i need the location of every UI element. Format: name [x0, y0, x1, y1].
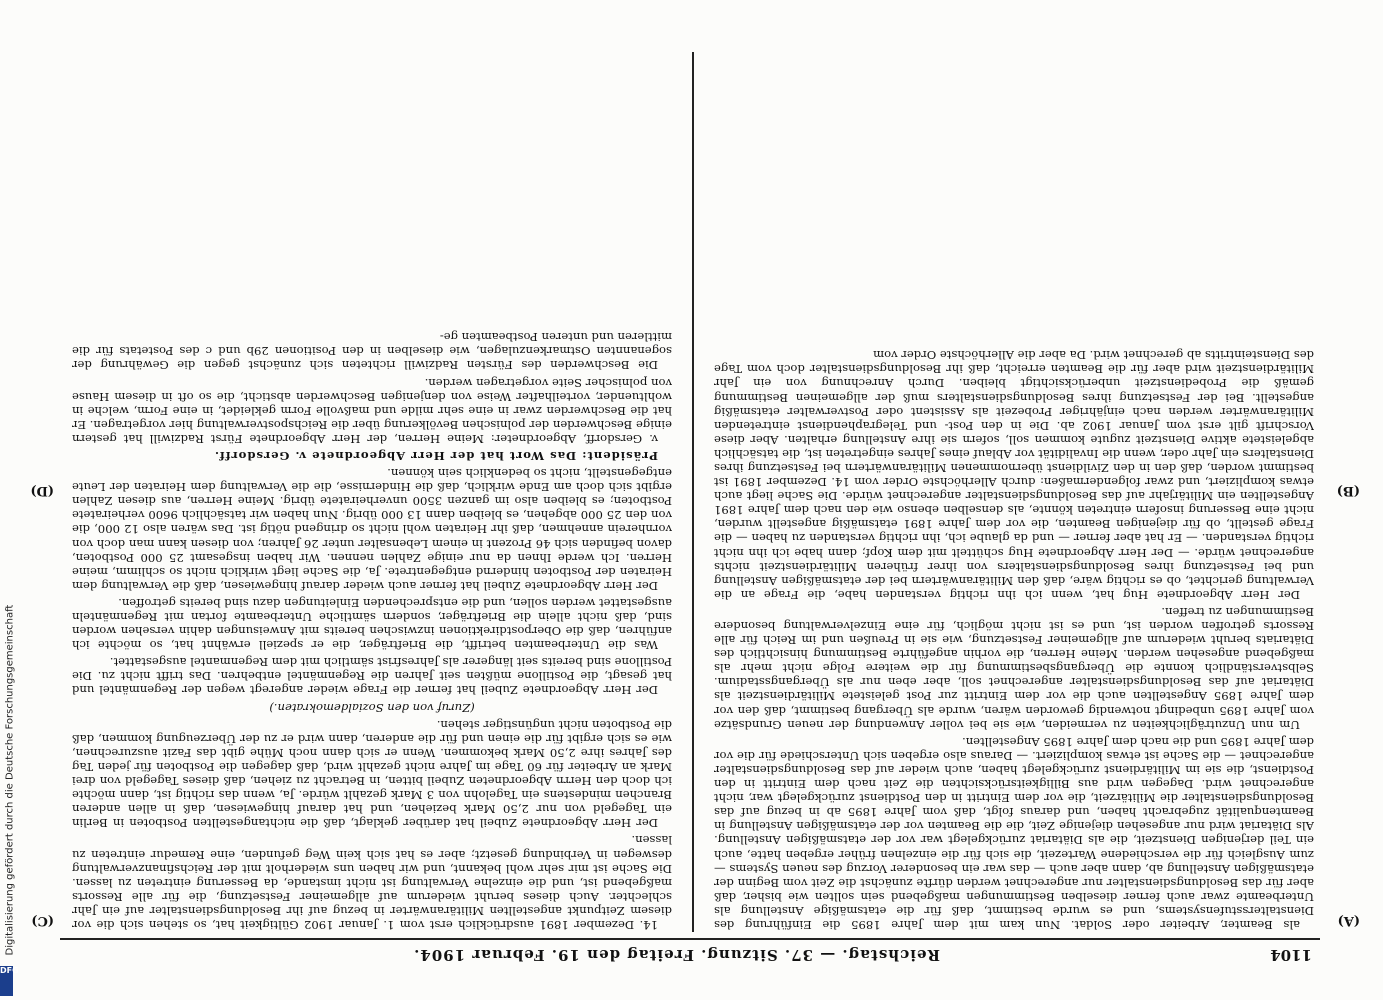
- left-column: [714, 52, 1314, 932]
- paragraph: Die Beschwerden des Fürsten Radziwill richteten sich zunächst gegen die Gewährung der sogenannten Ostmarkenzulagen, wie dieselben in den Positionen 29b und c des Postetats für die mittleren und unteren Postbeamten ge-: [72, 330, 672, 373]
- paragraph: 14. Dezember 1891 ausdrücklich erst vom 1. Januar 1902 Gültigkeit hat, so stehen sich die vor diesem Zeitpunkt angestellten Militäranwärter in bezug auf ihr Besoldungsdienstalter auf ein Jahr schlechter. Auch dieses beruht wiederum auf allgemeiner Festsetzung, die für alle Ressorts maßgebend ist, und die einzelne Verwaltung ist nicht imstande, da Besserung eintreten zu lassen. Die Sache ist mir sehr wohl bekannt, und wir haben uns wiederholt mit der Reichsfinanzverwaltung deswegen in Verbindung gesetzt; aber es hat sich kein Weg gefunden, eine Remedur eintreten zu lassen.: [72, 833, 672, 932]
- header-rule: [60, 938, 1320, 940]
- paragraph: Der Herr Abgeordnete Zubeil hat ferner auch wieder darauf hingewiesen, daß die Verwaltung dem Heiraten der Postboten hindernd entgegentrete. Ja, die Sache liegt wirklich nicht so schlimm, meine Herren. Ich werde Ihnen da nur einige Zahlen nennen. Wir haben insgesamt 25 000 Postboten, davon befinden sich 46 Prozent in einem Lebensalter unter 26 Jahren; von diesen kann man doch von vornherein annehmen, daß ihr Heiraten wohl nicht so dringend nötig ist. Das wären also 12 000, die von den 25 000 abgehen, es bleiben dann 13 000 übrig. Nun haben wir tatsächlich 9600 verheiratete Postboten; es bleiben also im ganzen 3500 unverheiratete übrig. Meine Herren, aus diesen Zahlen ergibt sich doch am Ende wirklich, daß die Hindernisse, die die Verwaltung dem Heiraten der Leute entgegenstellt, nicht so bedenklich sein können.: [72, 466, 672, 593]
- paragraph: Der Herr Abgeordnete Hug hat, wenn ich ihn richtig verstanden habe, die Frage an die Verwaltung gerichtet, ob es richtig wäre, daß den Militäranwärtern bei der etatsmäßigen Anstellung und bei Festsetzung ihres Besoldungsdienstalters von ihrer früheren Militärdienstzeit nichts angerechnet würde. — Der Herr Abgeordnete Hug schüttelt mit dem Kopf; dann habe ich ihn nicht richtig verstanden. — Er hat aber ferner — und da glaube ich, ihn richtig verstanden zu haben — die Frage gestellt, ob für diejenigen Beamten, die vor dem Jahre 1891 etatsmäßig angestellt wurden, nicht eine Besserung insofern eintreten könnte, als denselben ebenso wie den nach dem Jahre 1891 Angestellten ein Militärjahr auf das Besoldungsdienstalter angerechnet würde. Die Sache liegt auch etwas kompliziert, und zwar folgendermaßen: durch Allerhöchste Order vom 14. Dezember 1891 ist bestimmt worden, daß den in den Zivildienst übernommenen Militäranwärtern bei Festsetzung ihres Dienstalters ein Jahr oder, wenn die Invalidität vor Ablauf eines Jahres eingetreten ist, die tatsächlich abgeleistete aktive Dienstzeit zugute kommen soll, sofern sie ihre Anstellung erhalten. Aber diese Vorschrift gilt erst vom Januar 1902 ab. Die in den Post- und Telegraphendienst eintretenden Militäranwärter werden nach einjähriger Probezeit als Assistent oder Postverwalter etatsmäßig angestellt. Bei der Festsetzung ihres Besoldungsdienstalters muß der allgemeinen Bestimmung gemäß die Probedienstzeit unberücksichtigt bleiben. Durch Anrechnung von ein Jahr Militärdienstzeit wird aber für die Beamten erreicht, daß ihr Besoldungsdienstalter doch vom Tage des Diensteintritts ab gerechnet wird. Da aber die Allerhöchste Order vom: [714, 348, 1314, 602]
- page-number: 1104: [1270, 946, 1312, 964]
- margin-mark-b: (B): [1336, 483, 1360, 498]
- paragraph: Der Herr Abgeordnete Zubeil hat darüber geklagt, daß die nichtangestellten Postboten in Berlin ein Tagegeld von nur 2,50 Mark beziehen, und hat darauf hingewiesen, daß in allen anderen Branchen mindestens ein Tagelohn von 3 Mark gezahlt würde. Ja, wenn das richtig ist, dann möchte ich doch den Herrn Abgeordneten Zubeil bitten, in Betracht zu ziehen, daß dieses Tagegeld von drei Mark an Arbeiter für 60 Tage im Jahre nicht gezahlt wird, daß dagegen die Postboten für jeden Tag des Jahres ihre 2,50 Mark bekommen. Wenn er sich dann noch Mühe gibt das Fazit auszurechnen, wie es sich ergibt für die einen und für die anderen, dann wird er zu der Überzeugung kommen, daß die Postboten nicht ungünstiger stehen.: [72, 717, 672, 831]
- paragraph: Um nun Unzuträglichkeiten zu vermeiden, wie sie bei voller Anwendung der neuen Grundsätze vom Jahre 1895 unbedingt notwendig geworden wären, wurde als Übergang bestimmt, daß den vor dem Jahre 1895 Angestellten auch die vor dem Eintritt zur Post geleistete Militärdienstzeit als Diätariat auf das Besoldungsdienstalter angerechnet soll, aber eben nur als Übergangsstadium. Selbstverständlich konnte die Übergangsbestimmung für die weitere Folge nicht mehr als maßgebend angesehen werden. Meine Herren, die vorhin angeführte Bestimmung hinsichtlich des Diätariats beruht wiederum auf allgemeiner Festsetzung, wie sie in Preußen und im Reich für alle Ressorts getroffen worden ist, und es ist nicht möglich, für eine Einzelverwaltung besondere Bestimmungen zu treffen.: [714, 604, 1314, 732]
- interjection: (Zuruf von den Sozialdemokraten.): [269, 700, 475, 715]
- right-column: [72, 52, 672, 932]
- paragraph: als Beamter, Arbeiter oder Soldat. Nun kam mit dem Jahre 1895 die Einführung des Dienstaltersstufensystems, und es wurde bestimmt, daß für die etatsmäßige Anstellung als Unterbeamte zwar auch ferner dieselben Bestimmungen maßgebend sein sollten wie bisher, daß aber für das Besoldungsdienstalter nur angerechnet werden dürfte zunächst die Zeit vom Beginn der etatsmäßigen Anstellung ab, dann aber auch — das war ein besonderer Vorzug des neuen Systems — zum Ausgleich für die verschiedene Wartezeit, die sich für die einzelnen früher ergeben hatte, auch ein Teil derjenigen Dienstzeit, die als Diätariat zurückgelegt war vor der etatsmäßigen Anstellung. Als Diätariat wird nur angesehen diejenige Zeit, die die Beamten vor der etatsmäßigen Anstellung in Beamtenqualität zugebracht haben, und daraus folgt, daß vom Jahre 1895 ab in bezug auf das Besoldungsdienstalter die Militärzeit, die vor dem Eintritt in den Postdienst zurückgelegt war, nicht angerechnet wird. Dagegen wird aus Billigkeitsrücksichten die Zeit nach dem Eintritt in den Postdienst, die sie im Militärdienst zurückgelegt haben, auch wieder auf das Besoldungsdienstalter angerechnet — die Sache ist etwas kompliziert. — Daraus also ergeben sich Unterschiede für die vor dem Jahre 1895 und die nach dem Jahre 1895 Angestellten.: [714, 734, 1314, 932]
- rotated-sheet: [30, 48, 1360, 968]
- running-head: Reichstag. — 37. Sitzung. Freitag den 19. Februar 1904.: [413, 946, 940, 964]
- paragraph: Der Herr Abgeordnete Zubeil hat ferner die Frage wieder angeregt wegen der Regenmäntel und hat gesagt, die Postillone müßten seit Jahren die Regenmäntel entbehren. Das trifft nicht zu. Die Postillone sind bereits seit längerer als Jahresfrist sämtlich mit dem Regenmantel ausgestattet.: [72, 655, 672, 698]
- digitization-credit-text: Digitalisierung gefördert durch die Deutsche Forschungsgemeinschaft: [4, 604, 16, 956]
- dfg-logo-icon: DFG: [0, 966, 13, 996]
- column-divider: [692, 52, 694, 932]
- margin-mark-c: (C): [31, 913, 54, 928]
- speaker-line: Präsident: Das Wort hat der Herr Abgeordnete v. Gersdorff.: [213, 449, 658, 463]
- margin-mark-d: (D): [30, 483, 54, 498]
- paragraph: Was die Unterbeamten betrifft, die Briefträger, die er speziell erwähnt hat, so möchte ich anführen, daß die Oberpostdirektionen inzwischen bereits mit Anweisungen dahin versehen worden sind, daß nicht allein die Briefträger, sondern sämtliche Unterbeamte fortan mit Regenmänteln ausgestattet werden sollen, und die entsprechenden Einleitungen dazu sind bereits getroffen.: [72, 595, 672, 653]
- digitization-credit: [0, 0, 14, 1000]
- margin-mark-a: (A): [1337, 913, 1360, 928]
- page-header: [60, 942, 1320, 968]
- paragraph: v. Gersdorff, Abgeordneter: Meine Herren, der Herr Abgeordnete Fürst Radziwill hat gestern einige Beschwerden der polnischen Bevölkerung über die Reichspostverwaltung hier vorgetragen. Er hat die Beschwerden zwar in eine sehr milde und maßvolle Form gekleidet, in eine Form, welche in wohltuender, vorteilhafter Weise von denjenigen Beschwerden absticht, die so oft in diesem Hause von polnischer Seite vorgetragen werden.: [72, 375, 672, 446]
